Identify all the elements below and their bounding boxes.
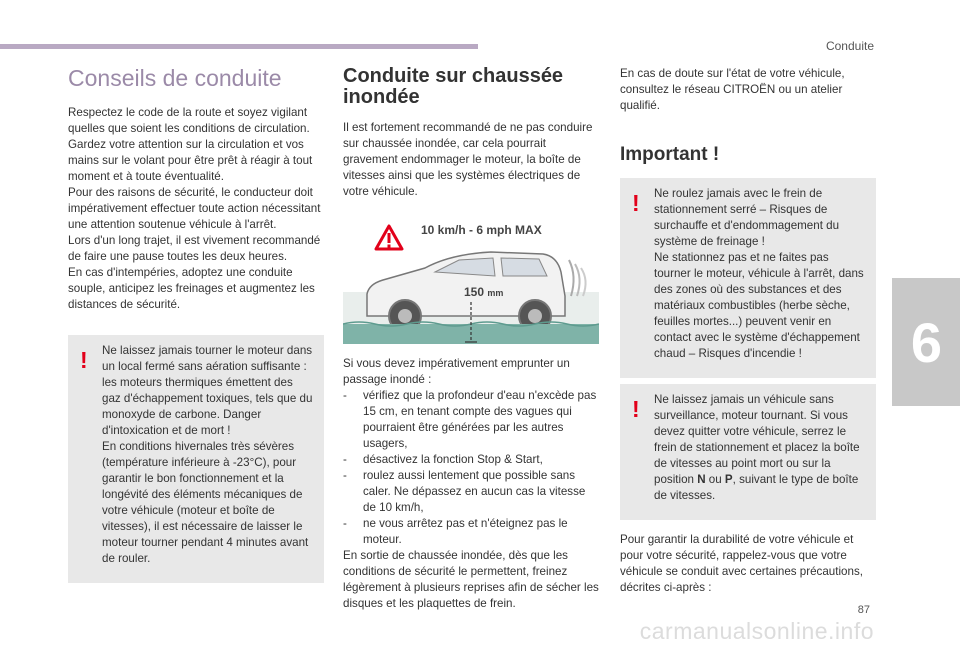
warning-icon: ! <box>632 396 640 422</box>
important-heading: Important ! <box>620 144 720 165</box>
list-item: - roulez aussi lentement que possible sans caler. Ne dépassez en aucun cas la vitesse de 10 km/h, <box>343 469 586 514</box>
right-column <box>620 66 876 596</box>
warning-text: Ne laissez jamais tourner le moteur dans un local fermé sans aération suffisante : les moteurs thermiques émettent des gaz d'échappement toxiques, tels que du monoxyde de carbone. Danger d'intoxication et de mort ! <box>102 344 313 437</box>
header-accent-bar <box>0 44 478 49</box>
list-item: - vérifiez que la profondeur d'eau n'excède pas 15 cm, en tenant compte des vagues qui pourraient être générées par les autres usagers, <box>343 389 597 450</box>
warning-text: En conditions hivernales très sévères (température inférieure à -23°C), pour garantir le bon fonctionnement et la longévité des éléments mécaniques de votre véhicule (moteur et boîte de vitesses), il est nécessaire de laisser le moteur tourner pendant 4 minutes avant de rouler. <box>102 440 309 565</box>
section-title: Conseils de conduite <box>68 65 282 91</box>
warning-box <box>620 178 876 378</box>
flooded-road-illustration <box>343 216 599 344</box>
section-title: Conduite sur chaussée inondée <box>343 65 564 108</box>
warning-box <box>68 335 324 583</box>
chapter-number: 6 <box>910 311 942 374</box>
warning-text: Ne stationnez pas et ne faites pas tourner le moteur, véhicule à l'arrêt, dans des zones où des substances et des matériaux combustibles (herbe sèche, feuilles mortes...) peuvent venir en contact avec le système d'échappement chaud – Risques d'incendie ! <box>654 251 864 360</box>
precautions-list <box>343 388 599 548</box>
watermark: carmanualsonline.info <box>639 618 874 644</box>
list-lead: Si vous devez impérativement emprunter un passage inondé : <box>343 357 570 386</box>
intro-paragraph: Il est fortement recommandé de ne pas conduire sur chaussée inondée, car cela pourrait gravement endommager le moteur, la boîte de vitesses ainsi que les systèmes électriques de votre véhicule. <box>343 121 593 198</box>
page-number: 87 <box>857 604 870 616</box>
body-paragraph: Respectez le code de la route et soyez vigilant quelles que soient les conditions de circulation. <box>68 106 310 135</box>
warning-box <box>620 384 876 520</box>
left-column <box>68 64 324 583</box>
section-label: Conduite <box>825 39 874 53</box>
warning-text: Ne roulez jamais avec le frein de stationnement serré – Risques de surchauffe et d'endommagement du système de freinage ! <box>654 187 840 248</box>
warning-text: Ne laissez jamais un véhicule sans surveillance, moteur tournant. Si vous devez quitter votre véhicule, serrez le frein de stationnement et placez la boîte de vitesses au point mort ou sur la position N ou P, suivant le type de boîte de vitesses. <box>654 393 860 502</box>
list-item: - désactivez la fonction Stop & Start, <box>343 453 543 466</box>
outro-paragraph: Pour garantir la durabilité de votre véhicule et pour votre sécurité, rappelez-vous que votre véhicule se conduit avec certaines précautions, décrites ci-après : <box>620 533 863 594</box>
intro-paragraph: En cas de doute sur l'état de votre véhicule, consultez le réseau CITROËN ou un atelier qualifié. <box>620 67 845 112</box>
body-paragraph: Lors d'un long trajet, il est vivement recommandé de faire une pause toutes les deux heures. <box>68 234 321 263</box>
body-paragraph: En cas d'intempéries, adoptez une conduite souple, anticipez les freinages et augmentez les distances de sécurité. <box>68 266 315 311</box>
middle-column <box>343 66 599 612</box>
water-depth-label: 150 mm <box>464 285 504 299</box>
warning-icon: ! <box>632 190 640 216</box>
body-paragraph: Pour des raisons de sécurité, le conducteur doit impérativement effectuer toute action nécessitant une attention soutenue véhicule à l'arrêt. <box>68 186 321 231</box>
list-item: - ne vous arrêtez pas et n'éteignez pas le moteur. <box>343 517 568 546</box>
speed-limit-label: 10 km/h - 6 mph MAX <box>421 223 542 237</box>
outro-paragraph: En sortie de chaussée inondée, dès que les conditions de sécurité le permettent, freinez légèrement à plusieurs reprises afin de sécher les disques et les plaquettes de frein. <box>343 549 599 610</box>
warning-icon: ! <box>80 347 88 373</box>
body-paragraph: Gardez votre attention sur la circulation et vos mains sur le volant pour être prêt à réagir à tout moment et à toute éventualité. <box>68 138 313 183</box>
